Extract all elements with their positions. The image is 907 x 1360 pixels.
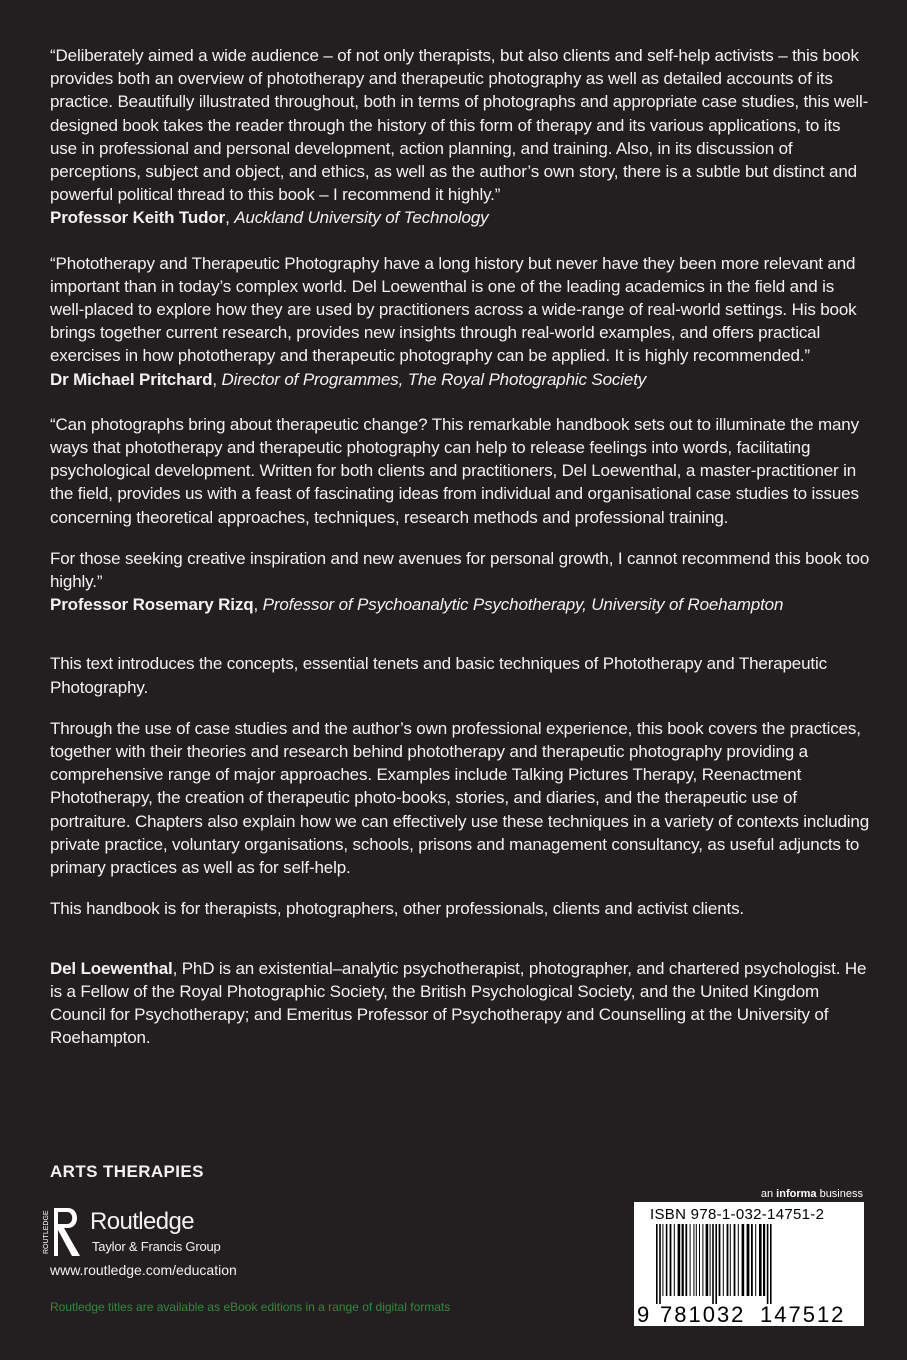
barcode-bar [738,1224,739,1296]
barcode-bar [706,1224,709,1296]
barcode-bar [670,1224,672,1296]
barcode-bar [759,1224,762,1296]
barcode-bar [659,1224,661,1304]
endorsement-1-quote: “Deliberately aimed a wide audience – of not only therapists, but also clients and self-help activists – this book provides both an overview of phototherapy and therapeutic photography as well as detailed accounts of its practice. Beautifully illustrated throughout, both in terms of photographs and appropriate case studies, this well-designed book takes the reader through the history of this form of therapy and its various applications, to its use in professional and personal development, action planning, and training. Also, in its discussion of perceptions, subject and object, and ethics, as well as the author’s own story, there is a subtle but distinct and powerful political thread to this book – I recommend it highly.” [50,46,869,205]
routledge-vertical-wordmark: ROUTLEDGE [43,1210,50,1254]
barcode-bar [730,1224,731,1296]
barcode-bar [656,1224,658,1304]
endorsement-3-name: Professor Rosemary Rizq [50,595,254,615]
endorsement-3-affiliation: Professor of Psychoanalytic Psychotherapy, University of Roehampton [262,595,784,615]
endorsement-1-affiliation: Auckland University of Technology [234,208,489,228]
barcode-bar [666,1224,668,1296]
series-name: ARTS THERAPIES [50,1162,204,1181]
description-body: Through the use of case studies and the author’s own professional experience, this book covers the practices, together with their theories and research behind phototherapy and therapeutic photography providing a comprehensive range of major approaches. Examples include Talking Pictures Therapy, Reenactment Phototherapy, the creation of therapeutic photo-books, stories, and diaries, and the therapeutic use of portraiture. Chapters also explain how we can effectively use these techniques in a variety of contexts including private practice, voluntary organisations, schools, prisons and management consultancy, as useful adjuncts to primary practices as well as for self-help. [50,718,870,878]
endorsement-2-quote: “Phototherapy and Therapeutic Photography have a long history but never have they been more relevant and important than in today’s complex world. Del Loewenthal is one of the leading academics in the field and is well-placed to explore how they are used by practitioners across a wide-range of real-world settings. His book brings together current research, provides new insights through real-world examples, and offers practical exercises in how phototherapy and therapeutic photography can be applied. It is highly recommended.” [50,253,857,366]
isbn-text: ISBN 978-1-032-14751-2 [650,1206,825,1223]
barcode-bar [715,1224,717,1304]
barcode-bar [763,1224,765,1296]
description-intro: This text introduces the concepts, essential tenets and basic techniques of Phototherapy and Therapeutic Photography. [50,654,827,697]
barcode-bar [727,1224,729,1296]
barcode-bar [723,1224,724,1296]
barcode-lead-digit: 9 [637,1302,650,1327]
barcode-bar [755,1224,756,1296]
barcode-bar [719,1224,721,1296]
barcode-bar [685,1224,687,1296]
barcode-bar [702,1224,703,1296]
endorsement-2-credit: Dr Michael Pritchard, Director of Programmes, The Royal Photographic Society [50,369,647,389]
endorsement-1-credit: Professor Keith Tudor, Auckland University of Technology [50,208,489,228]
barcode-bar [767,1224,769,1304]
barcode-bar [699,1224,700,1296]
routledge-logo [40,1206,240,1258]
routledge-logo-icon [40,1206,84,1258]
informa-suffix: business [816,1188,863,1200]
barcode-bar [674,1224,675,1296]
author-name: Del Loewenthal [50,958,173,978]
barcode-bar [751,1224,753,1296]
barcode-bar [710,1224,711,1296]
barcode-bar [734,1224,736,1296]
endorsement-3-quote-part2: For those seeking creative inspiration and new avenues for personal growth, I cannot recommend this book too highly.” [50,548,870,592]
barcode-box [634,1202,864,1326]
ebook-note: Routledge titles are available as eBook editions in a range of digital formats [50,1300,451,1314]
barcode-bar [693,1224,694,1296]
barcode-bar [747,1224,750,1296]
back-cover-text [50,44,870,1049]
endorsement-2-name: Dr Michael Pritchard [50,369,213,389]
informa-business-tag [761,1188,863,1200]
barcode-bar [662,1224,663,1296]
publisher-name: Routledge [90,1208,195,1235]
barcode-digits-left: 781032 [660,1302,746,1327]
author-bio-text: , PhD is an existential–analytic psychotherapist, photographer, and chartered psychologist. He is a Fellow of the Royal Photographic Society, the British Psychological Society, and the United Kingdom Council for Psychotherapy; and Emeritus Professor of Psychotherapy and Counselling at the University of Roehampton. [50,958,867,1048]
barcode-bars [634,1224,864,1304]
barcode-bar [696,1224,697,1296]
endorsement-2-affiliation: Director of Programmes, The Royal Photographic Society [221,369,647,389]
informa-prefix: an [760,1188,777,1200]
barcode-digits-right: 147512 [760,1302,846,1327]
barcode-bar [770,1224,772,1304]
endorsement-3-credit: Professor Rosemary Rizq, Professor of Psychoanalytic Psychotherapy, University of Roehampton [50,595,784,615]
endorsement-3-quote: “Can photographs bring about therapeutic change? This remarkable handbook sets out to illuminate the many ways that phototherapy and therapeutic photography can help to release feelings into words, facilitating psychological development. Written for both clients and practitioners, Del Loewenthal, a master-practitioner in the field, provides us with a feast of fascinating ideas from individual and organisational case studies to issues concerning theoretical approaches, techniques, research methods and professional training. [50,414,859,527]
author-bio [50,957,870,1050]
endorsement-1-name: Professor Keith Tudor [50,208,226,228]
barcode-bar [742,1224,745,1296]
barcode-bar [682,1224,684,1296]
barcode-bar [678,1224,681,1296]
informa-brand: informa [776,1188,817,1200]
description-audience: This handbook is for therapists, photographers, other professionals, clients and activist clients. [50,899,745,919]
publisher-group: Taylor & Francis Group [92,1239,221,1254]
barcode-bar [712,1224,714,1304]
publisher-url[interactable]: www.routledge.com/education [50,1262,237,1278]
barcode-bar [690,1224,691,1296]
